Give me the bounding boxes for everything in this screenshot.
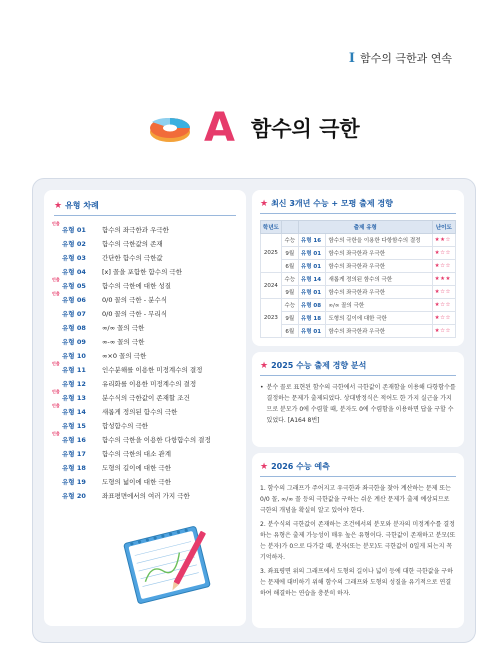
type-code: 유형 06 bbox=[62, 295, 86, 304]
exam-heading: ★ 최신 3개년 수능 + 모평 출제 경향 bbox=[260, 198, 456, 214]
exam-table bbox=[260, 220, 456, 338]
star-icon: ★ bbox=[54, 200, 63, 211]
type-code: 유형 01 bbox=[62, 225, 86, 234]
type-code: 유형 03 bbox=[62, 253, 86, 262]
difficulty-stars: ★☆☆ bbox=[432, 286, 455, 299]
type-list-item bbox=[54, 250, 236, 264]
exam-type-name: 함수의 좌극한과 우극한 bbox=[326, 260, 432, 273]
exam-sitting: 6월 bbox=[281, 325, 298, 338]
difficulty-stars: ★☆☆ bbox=[432, 260, 455, 273]
col-year: 학년도 bbox=[261, 221, 282, 234]
type-name: 도형의 넓이에 대한 극한 bbox=[102, 477, 171, 486]
exam-table-row bbox=[261, 299, 456, 312]
star-icon: ★ bbox=[260, 198, 269, 209]
exam-type-name: 함수의 좌극한과 우극한 bbox=[326, 286, 432, 299]
chapter-title: 함수의 극한과 연속 bbox=[359, 52, 452, 65]
exam-type-code: 유형 08 bbox=[298, 299, 326, 312]
exam-type-name: 함수의 극한을 이용한 다항함수의 결정 bbox=[326, 234, 432, 247]
type-list-item bbox=[54, 488, 236, 502]
type-name: 좌표평면에서의 여러 가지 극한 bbox=[102, 491, 190, 500]
analysis-text: • 분수 꼴로 표현된 함수의 극한에서 극한값이 존재함을 이용해 다항함수를 결정하는 문제가 출제되었다. 상대방정식은 적어도 한 가지 실근을 가지므로 분모가 0에 수렴할 때, 분자도 0에 수렴함을 이용하면 답을 구할 수 있었다. [A164 8번] bbox=[260, 384, 456, 424]
difficulty-stars: ★★☆ bbox=[432, 234, 455, 247]
type-name: ∞-∞ 꼴의 극한 bbox=[102, 337, 145, 346]
type-name: 함수의 좌극한과 우극한 bbox=[102, 225, 169, 234]
type-list-item bbox=[54, 446, 236, 460]
exam-year: 2024 bbox=[261, 273, 282, 299]
exam-type-code: 유형 16 bbox=[298, 234, 326, 247]
exam-type-code: 유형 01 bbox=[298, 260, 326, 273]
exam-table-row bbox=[261, 325, 456, 338]
type-code: 유형 07 bbox=[62, 309, 86, 318]
exam-sitting: 9월 bbox=[281, 286, 298, 299]
type-code: 유형 02 bbox=[62, 239, 86, 248]
exam-table-row bbox=[261, 260, 456, 273]
exam-sitting: 수능 bbox=[281, 273, 298, 286]
type-list-item bbox=[54, 278, 236, 292]
type-name: 함수의 극한을 이용한 다항함수의 결정 bbox=[102, 435, 211, 444]
exam-table-row bbox=[261, 286, 456, 299]
type-code: 유형 20 bbox=[62, 491, 86, 500]
type-name: 간단한 함수의 극한값 bbox=[102, 253, 163, 262]
chapter-header bbox=[349, 50, 452, 66]
forecast-heading: ★ 2026 수능 예측 bbox=[260, 461, 456, 477]
exam-table-row bbox=[261, 312, 456, 325]
star-icon: ★ bbox=[260, 360, 269, 371]
type-code: 유형 13 bbox=[62, 393, 86, 402]
type-name: 함수의 극한에 대한 성질 bbox=[102, 281, 171, 290]
exam-type-name: ∞/∞ 꼴의 극한 bbox=[326, 299, 432, 312]
type-list-item bbox=[54, 376, 236, 390]
type-list-item bbox=[54, 236, 236, 250]
section-title-row bbox=[148, 105, 360, 151]
type-list-item bbox=[54, 320, 236, 334]
exam-type-name: 함수의 좌극한과 우극한 bbox=[326, 247, 432, 260]
type-name: 유리화를 이용한 미정계수의 결정 bbox=[102, 379, 197, 388]
type-name: 인수분해를 이용한 미정계수의 결정 bbox=[102, 365, 203, 374]
type-name: [x] 꼴을 포함한 함수의 극한 bbox=[102, 267, 182, 276]
type-name: 새롭게 정의된 함수의 극한 bbox=[102, 407, 178, 416]
forecast-item-3: 3. 좌표평면 위의 그래프에서 도형의 길이나 넓이 등에 대한 극한값을 구하는 문제에 대비하기 위해 함수의 그래프와 도형의 성질을 유기적으로 연결하여 해결하는 연습을 충분히 하자. bbox=[260, 568, 453, 597]
exam-table-row bbox=[261, 234, 456, 247]
type-list-item bbox=[54, 474, 236, 488]
hot-badge: 빈출 bbox=[52, 277, 60, 282]
type-code: 유형 08 bbox=[62, 323, 86, 332]
type-code: 유형 12 bbox=[62, 379, 86, 388]
exam-sitting: 수능 bbox=[281, 234, 298, 247]
exam-type-code: 유형 01 bbox=[298, 247, 326, 260]
exam-trend-box bbox=[252, 190, 464, 346]
type-list-item bbox=[54, 404, 236, 418]
type-code: 유형 17 bbox=[62, 449, 86, 458]
type-name: 0/0 꼴의 극한 - 분수식 bbox=[102, 295, 168, 304]
hot-badge: 빈출 bbox=[52, 431, 60, 436]
type-list-item bbox=[54, 348, 236, 362]
hot-badge: 빈출 bbox=[52, 361, 60, 366]
chapter-number: I bbox=[348, 50, 355, 66]
analysis-heading: ★ 2025 수능 출제 경향 분석 bbox=[260, 360, 456, 376]
hot-badge: 빈출 bbox=[52, 291, 60, 296]
type-list-item bbox=[54, 222, 236, 236]
hot-badge: 빈출 bbox=[52, 403, 60, 408]
exam-table-row bbox=[261, 247, 456, 260]
type-name: ∞/∞ 꼴의 극한 bbox=[102, 323, 145, 332]
type-code: 유형 19 bbox=[62, 477, 86, 486]
exam-type-code: 유형 14 bbox=[298, 273, 326, 286]
exam-type-code: 유형 01 bbox=[298, 286, 326, 299]
type-name: 함수의 극한값의 존재 bbox=[102, 239, 163, 248]
exam-type-name: 새롭게 정의된 함수의 극한 bbox=[326, 273, 432, 286]
hot-badge: 빈출 bbox=[52, 389, 60, 394]
type-list-item bbox=[54, 334, 236, 348]
exam-year: 2023 bbox=[261, 299, 282, 338]
exam-type-name: 도형의 길이에 대한 극한 bbox=[326, 312, 432, 325]
forecast-item-1: 1. 함수의 그래프가 주어지고 우극한과 좌극한을 찾아 계산하는 문제 또는 0/0 꼴, ∞/∞ 꼴 등의 극한값을 구하는 쉬운 계산 문제가 출제 예상되므로 극한의 개념을 확실히 알고 있어야 한다. bbox=[260, 485, 451, 514]
type-list-item bbox=[54, 460, 236, 474]
type-list bbox=[54, 222, 236, 502]
type-name: 도형의 길이에 대한 극한 bbox=[102, 463, 171, 472]
forecast-item-2: 2. 분수식의 극한값이 존재하는 조건에서의 분모와 분자의 미정계수를 결정하는 유형은 출제 가능성이 매우 높은 유형이다. 극한값이 존재하고 분모(또는 분자)가 0으로 다가갈 때, 분자(또는 분모)도 극한값이 0일게 되는지 꼭 기억하자. bbox=[260, 521, 456, 561]
type-code: 유형 09 bbox=[62, 337, 86, 346]
type-name: 함수의 극한의 대소 관계 bbox=[102, 449, 171, 458]
type-list-item bbox=[54, 390, 236, 404]
exam-table-row bbox=[261, 273, 456, 286]
type-code: 유형 16 bbox=[62, 435, 86, 444]
types-heading: ★ 유형 차례 bbox=[54, 200, 236, 216]
logo-icon bbox=[148, 108, 196, 148]
exam-type-code: 유형 01 bbox=[298, 325, 326, 338]
type-name: ∞×0 꼴의 극한 bbox=[102, 351, 147, 360]
hot-badge: 빈출 bbox=[52, 221, 60, 226]
difficulty-stars: ★☆☆ bbox=[432, 299, 455, 312]
type-code: 유형 14 bbox=[62, 407, 86, 416]
exam-sitting: 9월 bbox=[281, 312, 298, 325]
type-code: 유형 10 bbox=[62, 351, 86, 360]
exam-sitting: 9월 bbox=[281, 247, 298, 260]
type-code: 유형 04 bbox=[62, 267, 86, 276]
page-title: 함수의 극한 bbox=[250, 117, 360, 141]
type-code: 유형 15 bbox=[62, 421, 86, 430]
analysis-box bbox=[252, 352, 464, 447]
star-icon: ★ bbox=[260, 461, 269, 472]
exam-year: 2025 bbox=[261, 234, 282, 273]
difficulty-stars: ★★★ bbox=[432, 273, 455, 286]
col-difficulty: 난이도 bbox=[432, 221, 455, 234]
type-list-item bbox=[54, 362, 236, 376]
exam-sitting: 6월 bbox=[281, 260, 298, 273]
difficulty-stars: ★☆☆ bbox=[432, 325, 455, 338]
type-code: 유형 18 bbox=[62, 463, 86, 472]
type-code: 유형 11 bbox=[62, 365, 86, 374]
type-list-item bbox=[54, 264, 236, 278]
type-name: 합성함수의 극한 bbox=[102, 421, 149, 430]
col-sitting bbox=[281, 221, 298, 234]
type-name: 분수식의 극한값이 존재할 조건 bbox=[102, 393, 190, 402]
exam-type-name: 함수의 좌극한과 우극한 bbox=[326, 325, 432, 338]
difficulty-stars: ★☆☆ bbox=[432, 247, 455, 260]
type-code: 유형 05 bbox=[62, 281, 86, 290]
exam-table-header bbox=[261, 221, 456, 234]
exam-sitting: 수능 bbox=[281, 299, 298, 312]
section-letter: A bbox=[204, 105, 235, 151]
forecast-box bbox=[252, 453, 464, 628]
notebook-illustration-icon bbox=[112, 520, 222, 610]
difficulty-stars: ★☆☆ bbox=[432, 312, 455, 325]
type-name: 0/0 꼴의 극한 - 무리식 bbox=[102, 309, 168, 318]
type-list-item bbox=[54, 306, 236, 320]
exam-type-code: 유형 18 bbox=[298, 312, 326, 325]
col-type: 출제 유형 bbox=[298, 221, 432, 234]
type-list-item bbox=[54, 432, 236, 446]
type-list-item bbox=[54, 292, 236, 306]
type-list-item bbox=[54, 418, 236, 432]
